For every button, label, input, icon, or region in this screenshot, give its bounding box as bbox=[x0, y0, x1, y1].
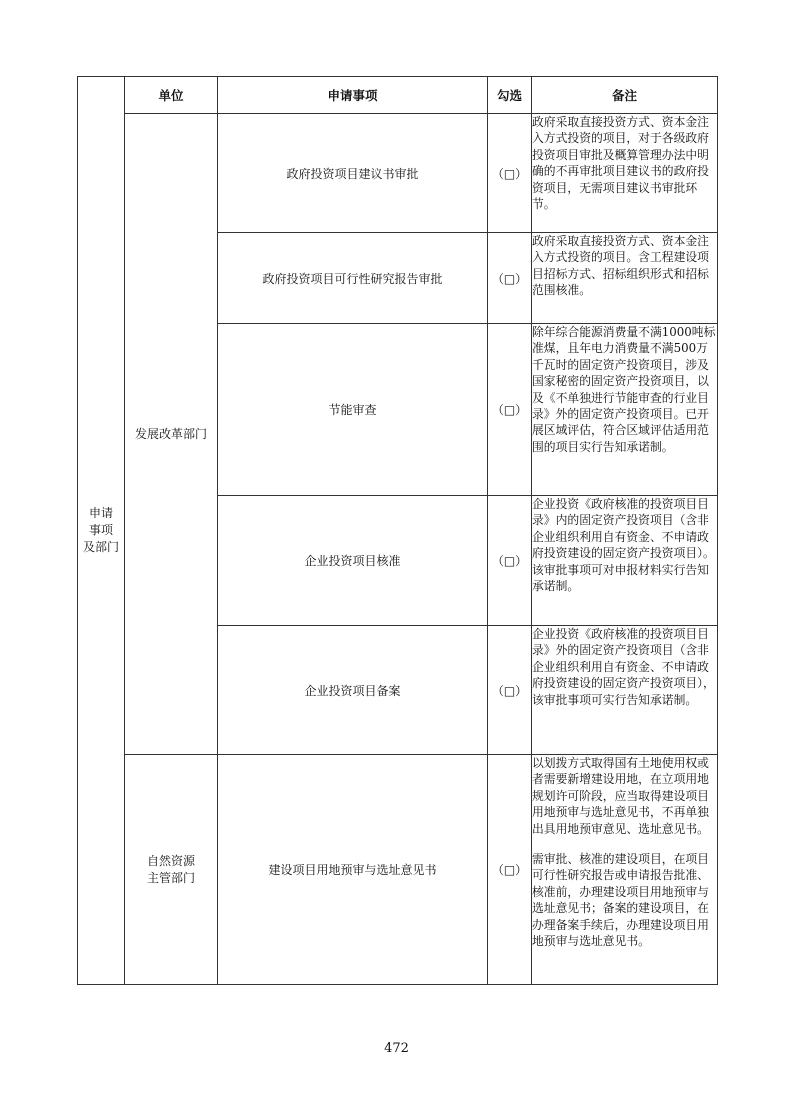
note-cell bbox=[532, 114, 718, 233]
table-row bbox=[78, 114, 718, 233]
item-cell: 企业投资项目备案 bbox=[218, 626, 488, 755]
note-cell bbox=[532, 626, 718, 755]
note-cell bbox=[532, 496, 718, 626]
unit-label-line-1: 自然资源 bbox=[146, 853, 195, 868]
note-cell bbox=[532, 755, 718, 985]
side-label-line-3: 及部门 bbox=[82, 540, 119, 554]
item-cell: 政府投资项目可行性研究报告审批 bbox=[218, 233, 488, 324]
note-text: 以划拨方式取得国有土地使用权或者需要新增建设用地，在立项用地规划许可阶段，应当取得建设项目用地预审与选址意见书，不再单独出具用地预审意见、选址意见书。 bbox=[532, 756, 709, 836]
table-row bbox=[78, 755, 718, 985]
header-check: 勾选 bbox=[488, 77, 532, 114]
note-cell bbox=[532, 233, 718, 324]
unit-label-line-2: 主管部门 bbox=[146, 870, 195, 885]
header-item: 申请事项 bbox=[218, 77, 488, 114]
unit-cell-development-reform bbox=[125, 114, 218, 755]
note-cell bbox=[532, 324, 718, 496]
note-text: 政府采取直接投资方式、资本金注入方式投资的项目，对于各级政府投资项目审批及概算管理办法中明确的不再审批项目建议书的政府投资项目，无需项目建议书审批环节。 bbox=[532, 115, 709, 212]
checkbox-cell[interactable]: （□） bbox=[488, 626, 532, 755]
note-text: 企业投资《政府核准的投资项目目录》内的固定资产投资项目（含非企业组织利用自有资金、不申请政府投资建设的固定资产投资项目）。该审批事项可对申报材料实行告知承诺制。 bbox=[532, 497, 715, 594]
note-text: 政府采取直接投资方式、资本金注入方式投资的项目。含工程建设项目招标方式、招标组织形式和招标范围核准。 bbox=[532, 234, 709, 298]
unit-cell-natural-resources bbox=[125, 755, 218, 985]
side-label-line-2: 事项 bbox=[88, 523, 113, 537]
header-row bbox=[78, 77, 718, 114]
checkbox-cell[interactable]: （□） bbox=[488, 114, 532, 233]
note-text: 需审批、核准的建设项目，在项目可行性研究报告或申请报告批准、核准前，办理建设项目用地预审与选址意见书；备案的建设项目，在办理备案手续后，办理建设项目用地预审与选址意见书。 bbox=[532, 852, 709, 949]
checkbox-cell[interactable]: （□） bbox=[488, 233, 532, 324]
side-label-cell bbox=[78, 77, 125, 985]
item-cell: 企业投资项目核准 bbox=[218, 496, 488, 626]
item-cell: 政府投资项目建议书审批 bbox=[218, 114, 488, 233]
item-cell: 建设项目用地预审与选址意见书 bbox=[218, 755, 488, 985]
unit-label: 发展改革部门 bbox=[134, 426, 207, 441]
header-note: 备注 bbox=[532, 77, 718, 114]
application-items-table bbox=[77, 76, 718, 985]
header-unit: 单位 bbox=[125, 77, 218, 114]
checkbox-cell[interactable]: （□） bbox=[488, 755, 532, 985]
note-text: 企业投资《政府核准的投资项目目录》外的固定资产投资项目（含非企业组织利用自有资金、不申请政府投资建设的固定资产投资项目），该审批事项可实行告知承诺制。 bbox=[532, 627, 715, 707]
note-text: 除年综合能源消费量不满1000吨标准煤，且年电力消费量不满500万千瓦时的固定资产投资项目，涉及国家秘密的固定资产投资项目，以及《不单独进行节能审查的行业目录》外的固定资产投资项目。已开展区域评估，符合区域评估适用范围的项目实行告知承诺制。 bbox=[532, 325, 716, 454]
item-cell: 节能审查 bbox=[218, 324, 488, 496]
checkbox-cell[interactable]: （□） bbox=[488, 496, 532, 626]
checkbox-cell[interactable]: （□） bbox=[488, 324, 532, 496]
page-number: 472 bbox=[384, 1041, 409, 1056]
side-label-line-1: 申请 bbox=[88, 506, 113, 520]
